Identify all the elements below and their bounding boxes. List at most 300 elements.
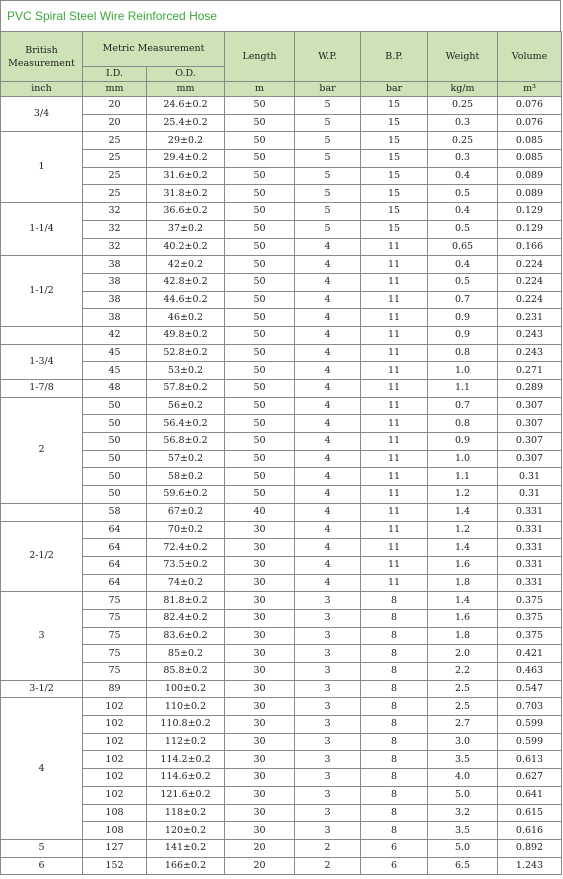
length-cell: 50	[225, 97, 295, 115]
length-cell: 50	[225, 380, 295, 398]
inch-size-cell: 5	[1, 839, 83, 857]
table-row	[1, 486, 562, 504]
bp-cell: 8	[361, 663, 428, 681]
length-cell: 50	[225, 256, 295, 274]
weight-cell: 1.6	[428, 556, 498, 574]
table-row	[1, 238, 562, 256]
outer-diameter-cell: 73.5±0.2	[147, 556, 225, 574]
weight-cell: 2.2	[428, 663, 498, 681]
inch-size-cell: 1-7/8	[1, 380, 83, 398]
outer-diameter-cell: 81.8±0.2	[147, 592, 225, 610]
table-row	[1, 167, 562, 185]
length-cell: 30	[225, 769, 295, 787]
wp-cell: 2	[295, 857, 361, 875]
length-cell: 20	[225, 857, 295, 875]
table-row	[1, 362, 562, 380]
volume-cell: 0.076	[498, 97, 562, 115]
volume-cell: 0.271	[498, 362, 562, 380]
length-cell: 30	[225, 539, 295, 557]
wp-cell: 4	[295, 556, 361, 574]
weight-cell: 1.0	[428, 450, 498, 468]
volume-cell: 0.421	[498, 645, 562, 663]
wp-cell: 3	[295, 609, 361, 627]
bp-cell: 11	[361, 539, 428, 557]
outer-diameter-cell: 114.6±0.2	[147, 769, 225, 787]
wp-cell: 4	[295, 521, 361, 539]
length-cell: 30	[225, 716, 295, 734]
wp-cell: 4	[295, 309, 361, 327]
weight-cell: 1.8	[428, 627, 498, 645]
outer-diameter-cell: 67±0.2	[147, 503, 225, 521]
wp-cell: 4	[295, 468, 361, 486]
weight-cell: 2.7	[428, 716, 498, 734]
wp-cell: 4	[295, 273, 361, 291]
bp-cell: 11	[361, 574, 428, 592]
table-row	[1, 663, 562, 681]
weight-cell: 4.0	[428, 769, 498, 787]
wp-cell: 3	[295, 733, 361, 751]
inner-diameter-cell: 64	[83, 574, 147, 592]
wp-cell: 3	[295, 751, 361, 769]
table-row	[1, 857, 562, 875]
length-cell: 30	[225, 645, 295, 663]
inner-diameter-cell: 25	[83, 150, 147, 168]
length-cell: 30	[225, 521, 295, 539]
inner-diameter-cell: 50	[83, 433, 147, 451]
inch-size-cell: 3-1/2	[1, 680, 83, 698]
wp-cell: 4	[295, 574, 361, 592]
header-volume: Volume	[498, 32, 562, 82]
outer-diameter-cell: 58±0.2	[147, 468, 225, 486]
wp-cell: 4	[295, 380, 361, 398]
inch-size-cell: 3/4	[1, 97, 83, 132]
wp-cell: 4	[295, 486, 361, 504]
table-row	[1, 680, 562, 698]
weight-cell: 1.1	[428, 380, 498, 398]
outer-diameter-cell: 31.8±0.2	[147, 185, 225, 203]
bp-cell: 15	[361, 132, 428, 150]
length-cell: 50	[225, 309, 295, 327]
weight-cell: 1.8	[428, 574, 498, 592]
outer-diameter-cell: 29±0.2	[147, 132, 225, 150]
inner-diameter-cell: 50	[83, 450, 147, 468]
wp-cell: 4	[295, 433, 361, 451]
inner-diameter-cell: 102	[83, 769, 147, 787]
length-cell: 50	[225, 238, 295, 256]
volume-cell: 0.599	[498, 733, 562, 751]
table-row	[1, 733, 562, 751]
inner-diameter-cell: 42	[83, 326, 147, 344]
inner-diameter-cell: 20	[83, 114, 147, 132]
table-row	[1, 751, 562, 769]
inner-diameter-cell: 64	[83, 539, 147, 557]
inner-diameter-cell: 32	[83, 238, 147, 256]
bp-cell: 8	[361, 645, 428, 663]
inch-size-cell: 6	[1, 857, 83, 875]
length-cell: 30	[225, 822, 295, 840]
outer-diameter-cell: 166±0.2	[147, 857, 225, 875]
weight-cell: 3.5	[428, 751, 498, 769]
weight-cell: 1.4	[428, 503, 498, 521]
volume-cell: 0.331	[498, 556, 562, 574]
volume-cell: 0.703	[498, 698, 562, 716]
weight-cell: 0.25	[428, 132, 498, 150]
outer-diameter-cell: 118±0.2	[147, 804, 225, 822]
inner-diameter-cell: 50	[83, 468, 147, 486]
bp-cell: 6	[361, 839, 428, 857]
header-metric-measurement: Metric Measurement	[83, 32, 225, 67]
outer-diameter-cell: 83.6±0.2	[147, 627, 225, 645]
inch-size-cell: 1-1/2	[1, 256, 83, 327]
outer-diameter-cell: 57.8±0.2	[147, 380, 225, 398]
unit-inch: inch	[1, 82, 83, 97]
volume-cell: 0.089	[498, 167, 562, 185]
volume-cell: 0.166	[498, 238, 562, 256]
weight-cell: 0.5	[428, 273, 498, 291]
outer-diameter-cell: 56.8±0.2	[147, 433, 225, 451]
bp-cell: 8	[361, 733, 428, 751]
table-row	[1, 220, 562, 238]
bp-cell: 11	[361, 503, 428, 521]
table-row	[1, 309, 562, 327]
weight-cell: 3.5	[428, 822, 498, 840]
table-row	[1, 450, 562, 468]
wp-cell: 3	[295, 822, 361, 840]
length-cell: 30	[225, 609, 295, 627]
weight-cell: 6.5	[428, 857, 498, 875]
volume-cell: 0.224	[498, 256, 562, 274]
volume-cell: 0.076	[498, 114, 562, 132]
inner-diameter-cell: 50	[83, 415, 147, 433]
weight-cell: 0.9	[428, 326, 498, 344]
outer-diameter-cell: 25.4±0.2	[147, 114, 225, 132]
length-cell: 30	[225, 627, 295, 645]
outer-diameter-cell: 56.4±0.2	[147, 415, 225, 433]
volume-cell: 0.089	[498, 185, 562, 203]
inner-diameter-cell: 25	[83, 132, 147, 150]
volume-cell: 0.547	[498, 680, 562, 698]
outer-diameter-cell: 120±0.2	[147, 822, 225, 840]
volume-cell: 0.085	[498, 132, 562, 150]
inner-diameter-cell: 45	[83, 362, 147, 380]
wp-cell: 4	[295, 362, 361, 380]
length-cell: 50	[225, 450, 295, 468]
bp-cell: 11	[361, 344, 428, 362]
bp-cell: 8	[361, 822, 428, 840]
weight-cell: 0.25	[428, 97, 498, 115]
unit-wp: bar	[295, 82, 361, 97]
volume-cell: 0.085	[498, 150, 562, 168]
outer-diameter-cell: 72.4±0.2	[147, 539, 225, 557]
unit-bp: bar	[361, 82, 428, 97]
weight-cell: 1.4	[428, 592, 498, 610]
volume-cell: 0.463	[498, 663, 562, 681]
weight-cell: 1.1	[428, 468, 498, 486]
wp-cell: 5	[295, 114, 361, 132]
weight-cell: 0.65	[428, 238, 498, 256]
inner-diameter-cell: 102	[83, 751, 147, 769]
header-length: Length	[225, 32, 295, 82]
bp-cell: 8	[361, 769, 428, 787]
weight-cell: 2.0	[428, 645, 498, 663]
outer-diameter-cell: 121.6±0.2	[147, 786, 225, 804]
bp-cell: 11	[361, 450, 428, 468]
weight-cell: 0.9	[428, 309, 498, 327]
outer-diameter-cell: 112±0.2	[147, 733, 225, 751]
weight-cell: 0.4	[428, 203, 498, 221]
outer-diameter-cell: 59.6±0.2	[147, 486, 225, 504]
table-row	[1, 609, 562, 627]
bp-cell: 15	[361, 97, 428, 115]
bp-cell: 8	[361, 592, 428, 610]
weight-cell: 3.2	[428, 804, 498, 822]
wp-cell: 3	[295, 786, 361, 804]
table-row	[1, 326, 562, 344]
outer-diameter-cell: 85±0.2	[147, 645, 225, 663]
outer-diameter-cell: 29.4±0.2	[147, 150, 225, 168]
bp-cell: 11	[361, 468, 428, 486]
weight-cell: 1.0	[428, 362, 498, 380]
outer-diameter-cell: 24.6±0.2	[147, 97, 225, 115]
table-row	[1, 150, 562, 168]
inner-diameter-cell: 58	[83, 503, 147, 521]
bp-cell: 11	[361, 521, 428, 539]
volume-cell: 0.331	[498, 574, 562, 592]
table-row	[1, 203, 562, 221]
length-cell: 50	[225, 114, 295, 132]
unit-od-mm: mm	[147, 82, 225, 97]
weight-cell: 2.5	[428, 698, 498, 716]
length-cell: 50	[225, 486, 295, 504]
wp-cell: 4	[295, 450, 361, 468]
inner-diameter-cell: 38	[83, 273, 147, 291]
table-row	[1, 503, 562, 521]
wp-cell: 3	[295, 627, 361, 645]
wp-cell: 4	[295, 539, 361, 557]
volume-cell: 0.31	[498, 486, 562, 504]
inch-size-cell: 2	[1, 397, 83, 503]
unit-id-mm: mm	[83, 82, 147, 97]
wp-cell: 4	[295, 238, 361, 256]
table-row	[1, 804, 562, 822]
table-row	[1, 380, 562, 398]
wp-cell: 3	[295, 716, 361, 734]
bp-cell: 8	[361, 609, 428, 627]
outer-diameter-cell: 42.8±0.2	[147, 273, 225, 291]
table-row	[1, 291, 562, 309]
unit-volume: m³	[498, 82, 562, 97]
wp-cell: 4	[295, 291, 361, 309]
wp-cell: 5	[295, 203, 361, 221]
inch-size-cell: 4	[1, 698, 83, 840]
wp-cell: 5	[295, 185, 361, 203]
inner-diameter-cell: 45	[83, 344, 147, 362]
header-outer-diameter: O.D.	[147, 67, 225, 82]
outer-diameter-cell: 74±0.2	[147, 574, 225, 592]
length-cell: 50	[225, 362, 295, 380]
wp-cell: 4	[295, 326, 361, 344]
volume-cell: 0.31	[498, 468, 562, 486]
outer-diameter-cell: 141±0.2	[147, 839, 225, 857]
weight-cell: 2.5	[428, 680, 498, 698]
table-row	[1, 645, 562, 663]
volume-cell: 0.616	[498, 822, 562, 840]
wp-cell: 3	[295, 804, 361, 822]
outer-diameter-cell: 42±0.2	[147, 256, 225, 274]
bp-cell: 11	[361, 415, 428, 433]
length-cell: 30	[225, 574, 295, 592]
length-cell: 50	[225, 291, 295, 309]
length-cell: 50	[225, 185, 295, 203]
length-cell: 50	[225, 433, 295, 451]
length-cell: 50	[225, 220, 295, 238]
bp-cell: 15	[361, 150, 428, 168]
header-working-pressure: W.P.	[295, 32, 361, 82]
weight-cell: 5.0	[428, 839, 498, 857]
outer-diameter-cell: 57±0.2	[147, 450, 225, 468]
table-row	[1, 556, 562, 574]
length-cell: 30	[225, 663, 295, 681]
bp-cell: 11	[361, 326, 428, 344]
weight-cell: 5.0	[428, 786, 498, 804]
bp-cell: 11	[361, 433, 428, 451]
header-weight: Weight	[428, 32, 498, 82]
outer-diameter-cell: 36.6±0.2	[147, 203, 225, 221]
volume-cell: 0.331	[498, 539, 562, 557]
inner-diameter-cell: 102	[83, 786, 147, 804]
page-title: PVC Spiral Steel Wire Reinforced Hose	[0, 0, 561, 31]
bp-cell: 15	[361, 185, 428, 203]
volume-cell: 0.243	[498, 326, 562, 344]
wp-cell: 3	[295, 769, 361, 787]
weight-cell: 0.8	[428, 415, 498, 433]
table-row	[1, 415, 562, 433]
weight-cell: 0.3	[428, 150, 498, 168]
volume-cell: 0.243	[498, 344, 562, 362]
table-row	[1, 627, 562, 645]
header-inner-diameter: I.D.	[83, 67, 147, 82]
outer-diameter-cell: 52.8±0.2	[147, 344, 225, 362]
wp-cell: 5	[295, 97, 361, 115]
table-row	[1, 786, 562, 804]
inner-diameter-cell: 75	[83, 609, 147, 627]
bp-cell: 11	[361, 256, 428, 274]
volume-cell: 0.627	[498, 769, 562, 787]
table-row	[1, 592, 562, 610]
table-row	[1, 433, 562, 451]
inner-diameter-cell: 75	[83, 663, 147, 681]
table-row	[1, 521, 562, 539]
bp-cell: 11	[361, 291, 428, 309]
table-row	[1, 397, 562, 415]
table-row	[1, 539, 562, 557]
volume-cell: 0.224	[498, 273, 562, 291]
length-cell: 50	[225, 273, 295, 291]
unit-weight: kg/m	[428, 82, 498, 97]
inner-diameter-cell: 38	[83, 309, 147, 327]
table-row	[1, 839, 562, 857]
length-cell: 50	[225, 167, 295, 185]
bp-cell: 11	[361, 273, 428, 291]
weight-cell: 0.7	[428, 397, 498, 415]
length-cell: 30	[225, 698, 295, 716]
bp-cell: 11	[361, 486, 428, 504]
wp-cell: 3	[295, 592, 361, 610]
wp-cell: 5	[295, 220, 361, 238]
outer-diameter-cell: 40.2±0.2	[147, 238, 225, 256]
table-row	[1, 698, 562, 716]
table-row	[1, 97, 562, 115]
volume-cell: 0.224	[498, 291, 562, 309]
length-cell: 20	[225, 839, 295, 857]
inner-diameter-cell: 64	[83, 556, 147, 574]
inner-diameter-cell: 25	[83, 167, 147, 185]
length-cell: 50	[225, 326, 295, 344]
length-cell: 50	[225, 344, 295, 362]
table-row	[1, 132, 562, 150]
outer-diameter-cell: 56±0.2	[147, 397, 225, 415]
inner-diameter-cell: 25	[83, 185, 147, 203]
volume-cell: 0.129	[498, 220, 562, 238]
volume-cell: 0.289	[498, 380, 562, 398]
inner-diameter-cell: 89	[83, 680, 147, 698]
inner-diameter-cell: 108	[83, 804, 147, 822]
table-row	[1, 185, 562, 203]
inner-diameter-cell: 32	[83, 203, 147, 221]
weight-cell: 1.6	[428, 609, 498, 627]
inner-diameter-cell: 152	[83, 857, 147, 875]
volume-cell: 0.375	[498, 592, 562, 610]
weight-cell: 0.7	[428, 291, 498, 309]
volume-cell: 0.307	[498, 433, 562, 451]
inch-size-cell: 1-3/4	[1, 344, 83, 379]
length-cell: 30	[225, 556, 295, 574]
bp-cell: 11	[361, 238, 428, 256]
wp-cell: 5	[295, 167, 361, 185]
volume-cell: 0.129	[498, 203, 562, 221]
volume-cell: 0.307	[498, 450, 562, 468]
bp-cell: 15	[361, 114, 428, 132]
table-row	[1, 822, 562, 840]
inner-diameter-cell: 38	[83, 256, 147, 274]
length-cell: 30	[225, 751, 295, 769]
bp-cell: 8	[361, 627, 428, 645]
outer-diameter-cell: 82.4±0.2	[147, 609, 225, 627]
inner-diameter-cell: 102	[83, 698, 147, 716]
inner-diameter-cell: 102	[83, 716, 147, 734]
volume-cell: 0.375	[498, 609, 562, 627]
weight-cell: 1.2	[428, 486, 498, 504]
unit-length: m	[225, 82, 295, 97]
table-row	[1, 273, 562, 291]
inner-diameter-cell: 32	[83, 220, 147, 238]
inch-size-cell: 2-1/2	[1, 521, 83, 592]
weight-cell: 0.5	[428, 220, 498, 238]
wp-cell: 3	[295, 663, 361, 681]
outer-diameter-cell: 37±0.2	[147, 220, 225, 238]
wp-cell: 2	[295, 839, 361, 857]
weight-cell: 0.4	[428, 167, 498, 185]
inner-diameter-cell: 75	[83, 645, 147, 663]
weight-cell: 0.4	[428, 256, 498, 274]
length-cell: 30	[225, 786, 295, 804]
outer-diameter-cell: 46±0.2	[147, 309, 225, 327]
length-cell: 30	[225, 680, 295, 698]
inch-size-cell	[1, 503, 83, 521]
inch-size-cell	[1, 326, 83, 344]
wp-cell: 4	[295, 256, 361, 274]
weight-cell: 0.5	[428, 185, 498, 203]
